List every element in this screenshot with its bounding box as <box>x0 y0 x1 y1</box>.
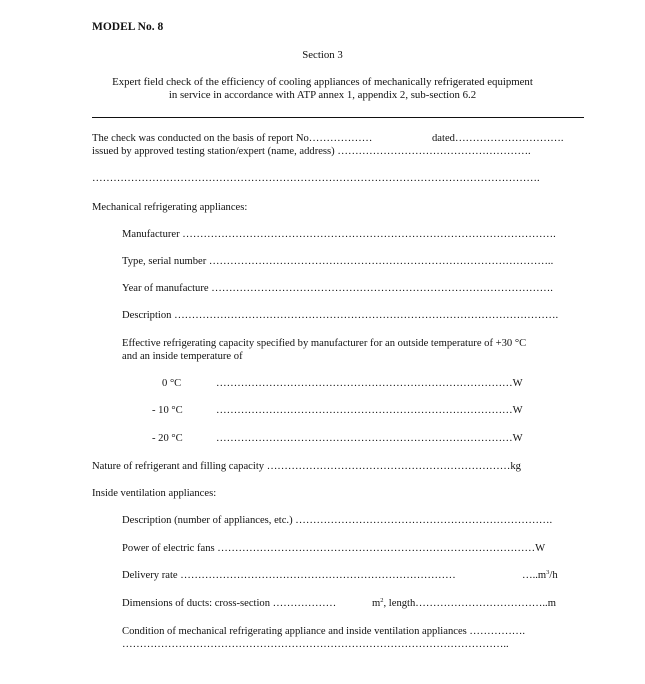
temp-field-minus-10[interactable]: …………………………………………………………………………W <box>216 405 523 416</box>
duct-length-text: , length………………………………..m <box>383 598 556 609</box>
temp-field-minus-20[interactable]: …………………………………………………………………………W <box>216 433 523 444</box>
model-number: MODEL No. 8 <box>92 21 164 33</box>
description-field[interactable]: Description ………………………………………………………………………………………………. <box>122 310 559 321</box>
report-number-field[interactable]: The check was conducted on the basis of report No……………… <box>92 133 373 144</box>
capacity-text-line-1: Effective refrigerating capacity specified by manufacturer for an outside temperature of +30 °C <box>122 338 527 349</box>
duct-length-field[interactable] <box>372 597 556 610</box>
duct-area-unit-sup: 2 <box>380 597 384 604</box>
manufacturer-field[interactable]: Manufacturer ……………………………………………………………………………………………. <box>122 229 556 240</box>
fan-power-field[interactable]: Power of electric fans ………………………………………………………………………………W <box>122 543 546 554</box>
ventilation-heading: Inside ventilation appliances: <box>92 488 217 499</box>
form-title-line-2: in service in accordance with ATP annex 1, appendix 2, sub-section 6.2 <box>168 89 477 101</box>
testing-station-field[interactable]: issued by approved testing station/expert (name, address) ………………………………………………. <box>92 146 531 157</box>
delivery-rate-unit <box>522 569 558 582</box>
delivery-rate-unit-sup: 3 <box>546 569 550 576</box>
temp-label-0: 0 °C <box>162 378 182 389</box>
refrigerant-field[interactable]: Nature of refrigerant and filling capacity ……………………………………………………………kg <box>92 461 521 472</box>
condition-field-line-1[interactable]: Condition of mechanical refrigerating appliance and inside ventilation appliances ……………. <box>122 626 526 637</box>
delivery-rate-unit-text: …..m <box>522 570 547 581</box>
delivery-rate-field[interactable]: Delivery rate …………………………………………………………………… <box>122 570 456 581</box>
type-serial-field[interactable]: Type, serial number …………………………………………………………………………………….. <box>122 256 554 267</box>
mechanical-heading: Mechanical refrigerating appliances: <box>92 202 248 213</box>
temp-field-0[interactable]: …………………………………………………………………………W <box>216 378 523 389</box>
ventilation-description-field[interactable]: Description (number of appliances, etc.) ………………………………………………………………. <box>122 515 553 526</box>
address-continuation-field[interactable]: ………………………………………………………………………………………………………………. <box>92 173 540 184</box>
section-title: Section 3 <box>302 49 343 61</box>
report-date-field[interactable]: dated…………………………. <box>432 133 564 144</box>
delivery-rate-unit-suffix: /h <box>549 570 558 581</box>
title-rule <box>92 117 584 118</box>
temp-label-minus-10: - 10 °C <box>152 405 183 416</box>
temp-label-minus-20: - 20 °C <box>152 433 183 444</box>
condition-field-line-2[interactable]: ……………………………………………………………………………………………….. <box>122 639 509 650</box>
year-of-manufacture-field[interactable]: Year of manufacture ……………………………………………………………………………………. <box>122 283 553 294</box>
duct-cross-section-field[interactable]: Dimensions of ducts: cross-section ……………… <box>122 598 337 609</box>
duct-area-unit: m <box>372 598 381 609</box>
form-title-line-1: Expert field check of the efficiency of cooling appliances of mechanically refrigerated equipment <box>112 76 533 88</box>
capacity-text-line-2: and an inside temperature of <box>122 351 243 362</box>
